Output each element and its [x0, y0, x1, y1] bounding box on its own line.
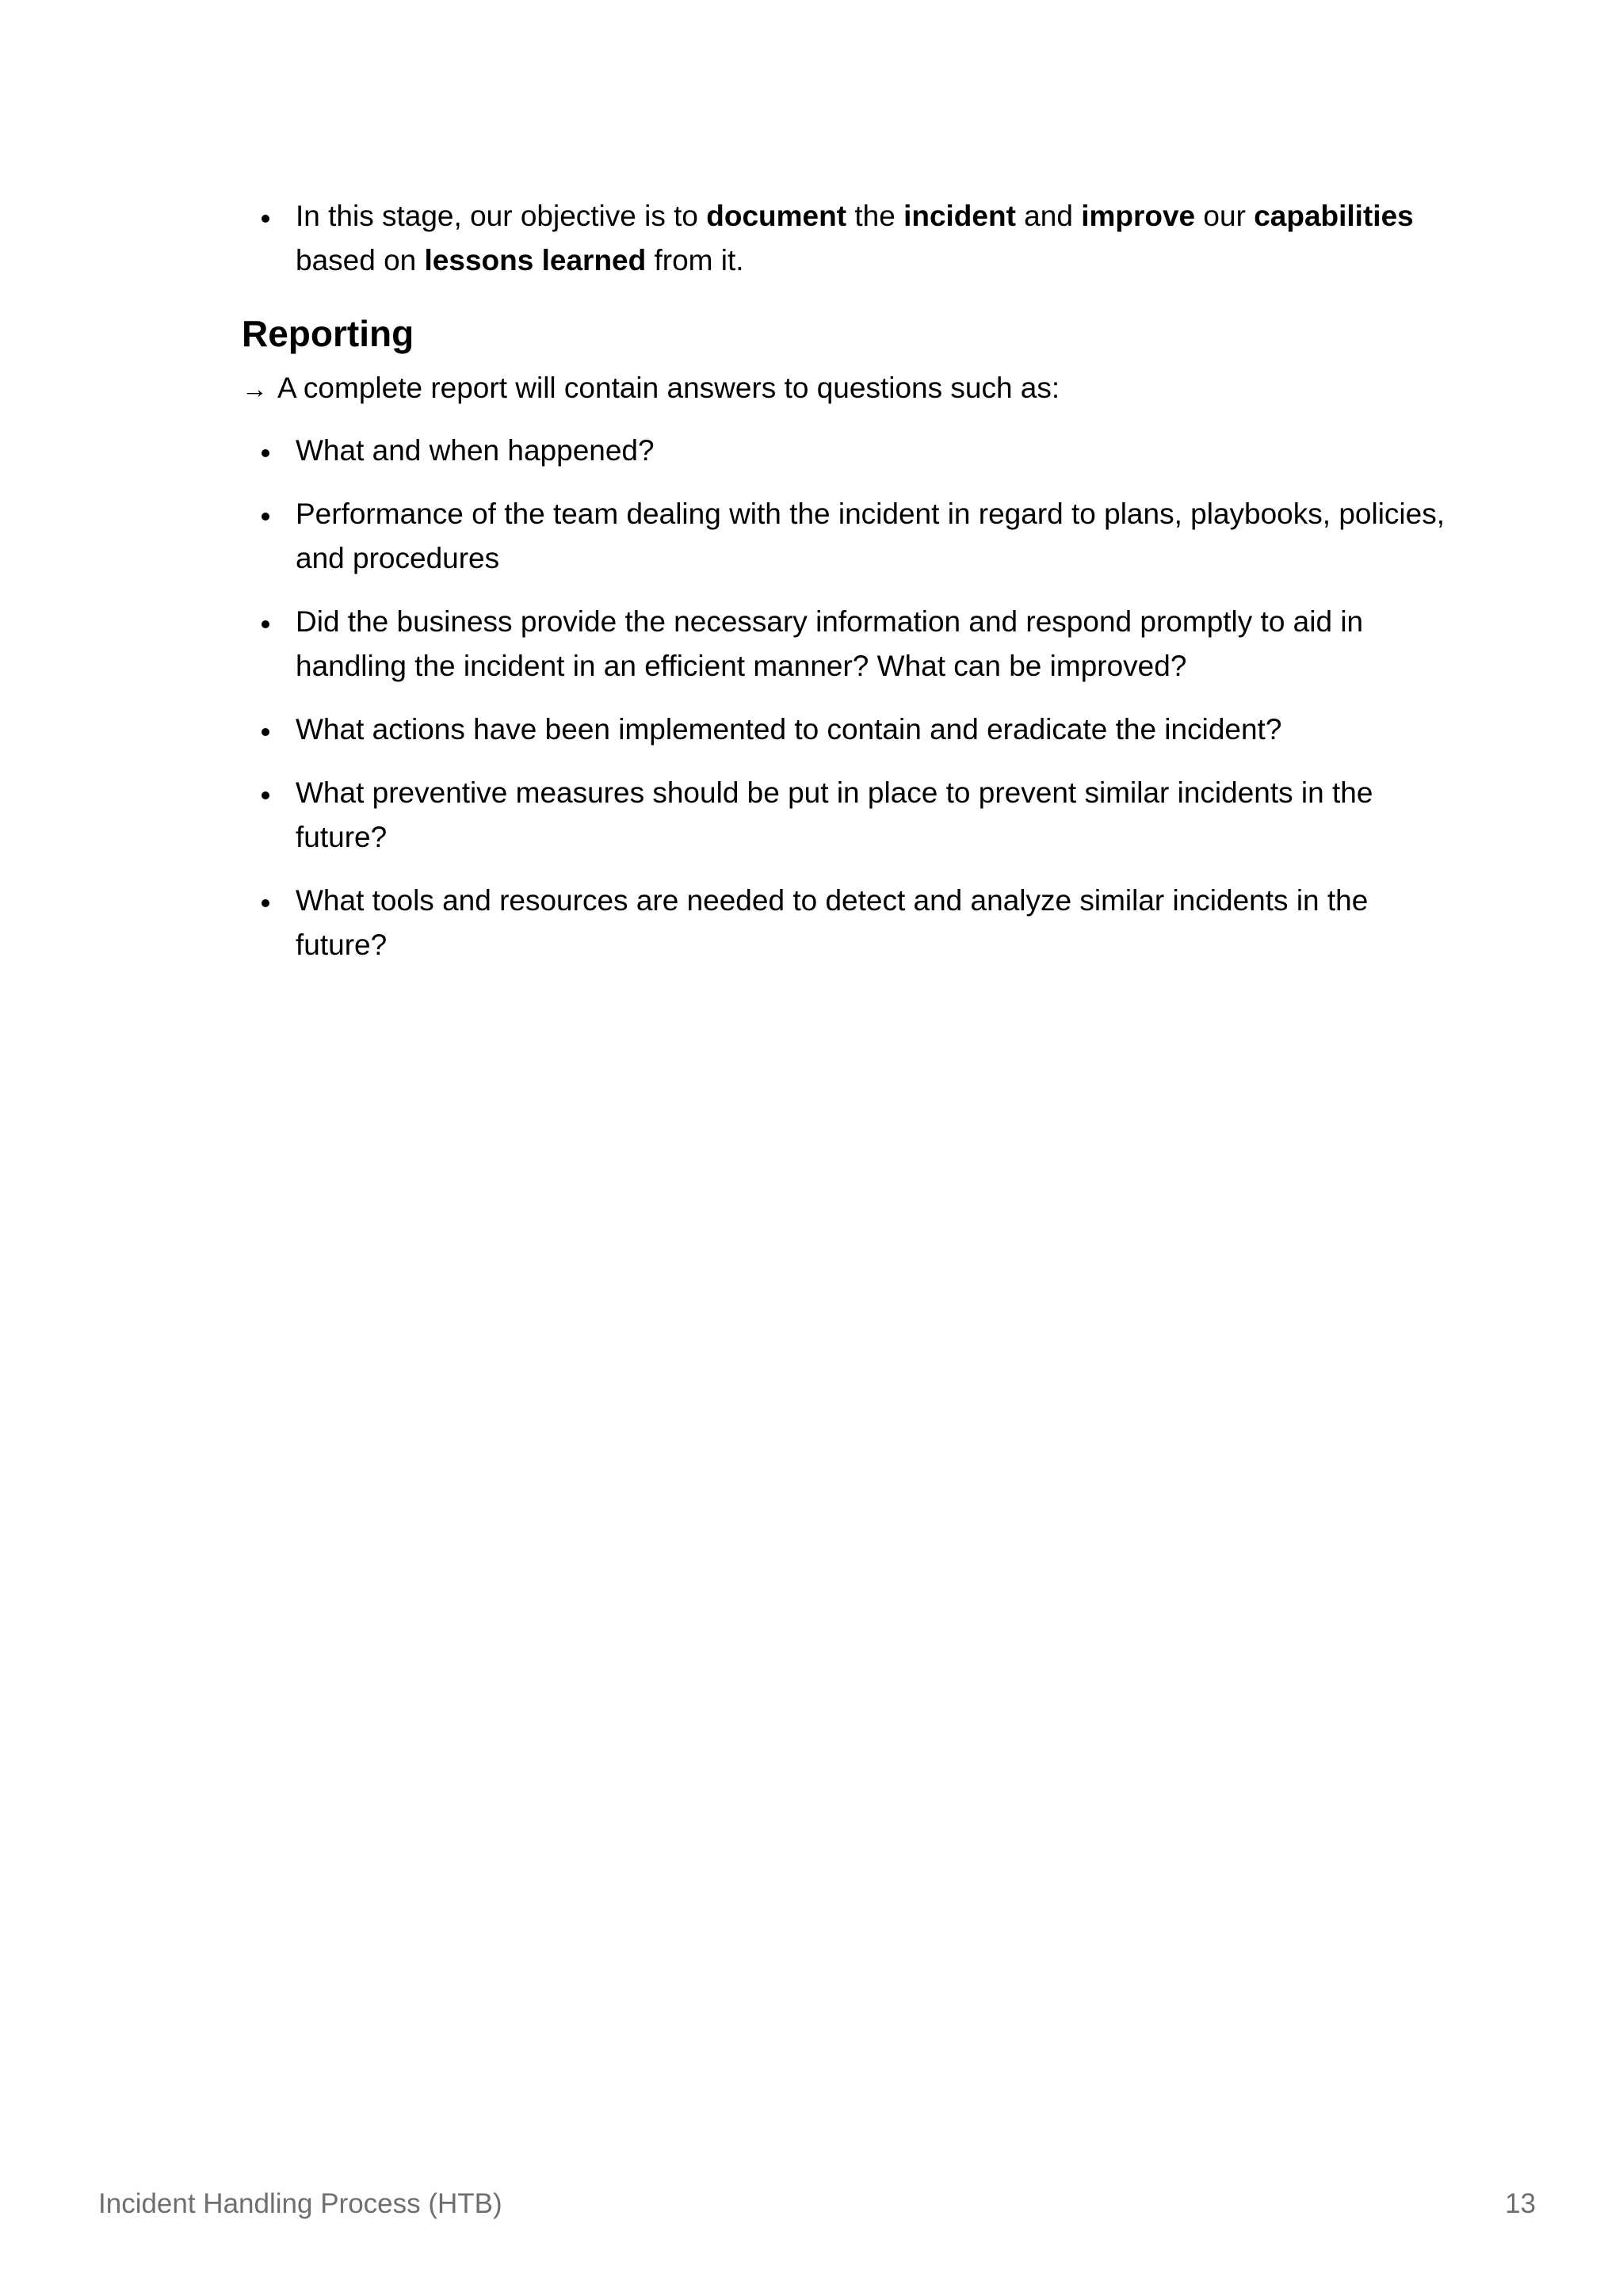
intro-segment: and [1015, 200, 1082, 232]
page-content [242, 194, 1446, 986]
page-number: 13 [1505, 2188, 1536, 2219]
intro-segment: the [846, 200, 904, 232]
intro-bold-segment: incident [903, 200, 1016, 232]
intro-segment: from it. [646, 244, 744, 277]
page-footer [98, 2187, 1536, 2222]
intro-segment: based on [296, 244, 425, 277]
list-item: What tools and resources are needed to detect and analyze similar incidents in the future? [242, 879, 1446, 967]
reporting-lead [242, 366, 1446, 411]
intro-bullet [242, 194, 1446, 283]
footer-document-title: Incident Handling Process (HTB) [98, 2188, 502, 2219]
intro-bold-segment: improve [1081, 200, 1196, 232]
intro-segment: our [1195, 200, 1254, 232]
arrow-right-icon: → [242, 374, 268, 403]
list-item: What preventive measures should be put in place to prevent similar incidents in the future? [242, 771, 1446, 860]
section-heading-reporting: Reporting [242, 313, 414, 354]
list-item: Performance of the team dealing with the incident in regard to plans, playbooks, policies, and procedures [242, 492, 1446, 581]
list-item: What and when happened? [242, 429, 1446, 473]
reporting-question-list [242, 429, 1446, 967]
reporting-lead-text: A complete report will contain answers to questions such as: [277, 372, 1060, 404]
list-item: Did the business provide the necessary information and respond promptly to aid in handling the incident in an efficient manner? What can be improved? [242, 600, 1446, 688]
list-item: What actions have been implemented to contain and eradicate the incident? [242, 707, 1446, 752]
intro-segment: In this stage, our objective is to [296, 200, 707, 232]
intro-bold-segment: lessons learned [424, 244, 647, 277]
intro-bold-segment: capabilities [1254, 200, 1414, 232]
intro-bold-segment: document [706, 200, 847, 232]
intro-list [242, 194, 1446, 283]
